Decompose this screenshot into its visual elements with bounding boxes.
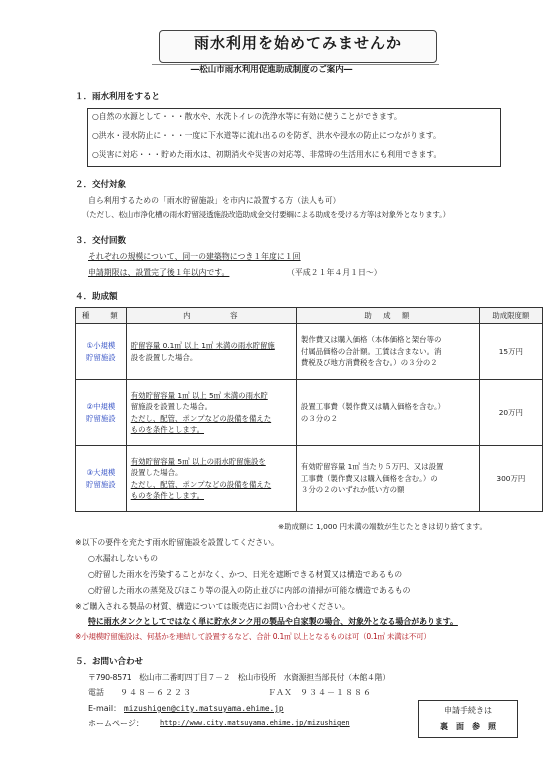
row-category xyxy=(76,380,127,446)
benefits-box xyxy=(87,108,501,167)
page-title: 雨水利用を始めてみませんか xyxy=(193,34,402,52)
row-amount xyxy=(296,324,479,380)
phone-label: 電話 xyxy=(88,688,104,697)
frequency-text: それぞれの規模について、同一の建築物につき１年度に１回 xyxy=(88,252,301,261)
category-line: 貯留施設 xyxy=(86,479,116,489)
conditions-intro: ※以下の要件を充たす雨水貯留施設を設置してください。 xyxy=(75,538,279,547)
material-note: ※ご購入される製品の材質、構造については販売店にお問い合わせください。 xyxy=(75,602,350,611)
section4-heading: ４．助成額 xyxy=(75,292,118,302)
callout-line: 申請手続きは xyxy=(444,706,492,715)
header-content: 内 容 xyxy=(126,308,296,324)
category-line: ②中規模 xyxy=(86,401,116,411)
callout-line: 裏 面 参 照 xyxy=(440,722,496,731)
condition-item: ○貯留した雨水を汚染することがなく、かつ、日光を遮断できる材質又は構造であるもの xyxy=(88,570,403,579)
category-line: 貯留施設 xyxy=(86,413,116,423)
application-callout xyxy=(418,700,518,738)
amount-line: 工事費（製作費又は購入価格を含む。）の xyxy=(300,473,438,483)
section3-heading: ３．交付回数 xyxy=(75,236,127,246)
header-limit: 助成限度額 xyxy=(479,308,542,324)
content-line: ものを条件とします。 xyxy=(130,424,205,434)
header-amount: 助 成 額 xyxy=(296,308,479,324)
condition-item: ○水漏れしないもの xyxy=(88,554,159,563)
address: 〒790-8571 松山市二番町四丁目７－２ 松山市役所 水資源担当部長付（本館４階） xyxy=(88,673,390,682)
small-scale-note: ※小規模貯留施設は、何基かを連結して設置するなど、合計 0.1㎥ 以上となるものは可（0.1㎥ 未満は不可） xyxy=(75,632,431,641)
email-link[interactable]: mizushigen@city.matsuyama.ehime.jp xyxy=(124,704,284,713)
fax-number: ９３４－１８８６ xyxy=(300,688,372,697)
condition-item: ○貯留した雨水の蒸発及びほこり等の混入の防止並びに内部の清掃が可能な構造であるもの xyxy=(88,586,411,595)
table-row xyxy=(76,380,543,446)
amount-line: 設置工事費（製作費又は購入価格を含む。） xyxy=(300,402,446,412)
amount-line: の３分の２ xyxy=(300,413,338,423)
row-content xyxy=(126,380,296,446)
category-line: ①小規模 xyxy=(86,340,116,350)
content-line: ただし、配管、ポンプなどの設備を備えた xyxy=(130,479,272,489)
row-limit: 300万円 xyxy=(479,446,542,512)
row-category xyxy=(76,324,127,380)
table-row xyxy=(76,446,543,512)
web-label: ホームページ： xyxy=(88,719,144,728)
category-line: ③大規模 xyxy=(86,467,116,477)
content-line: 有効貯留容量 1㎥ 以上 5㎥ 未満の雨水貯 xyxy=(130,390,268,400)
phone-number: ９４８－６２２３ xyxy=(120,688,192,697)
amount-line: 有効貯留容量 1㎥ 当たり５万円、又は設置 xyxy=(300,462,444,472)
deadline-date: （平成２１年４月１日～） xyxy=(287,268,382,277)
content-line: 設を設置した場合。 xyxy=(130,352,198,362)
grant-table xyxy=(75,307,543,512)
content-line: 貯留容量 0.1㎥ 以上 1㎥ 未満の雨水貯留施 xyxy=(130,341,275,351)
row-category xyxy=(76,446,127,512)
benefit-item: ○洪水・浸水防止に・・・一度に下水道等に流れ出るのを防ぎ、洪水や浸水の防止につながります。 xyxy=(92,131,441,140)
content-line: 有効貯留容量 5㎥ 以上の雨水貯留施設を xyxy=(130,456,266,466)
fax-label: ＦＡＸ xyxy=(268,688,292,697)
content-line: 留施設を設置した場合。 xyxy=(130,402,212,412)
content-line: ものを条件とします。 xyxy=(130,490,205,500)
row-amount xyxy=(296,380,479,446)
eligibility-note: （ただし、松山市浄化槽の雨水貯留浸透施設改造助成金交付要綱による助成を受ける方等は対象外となります。） xyxy=(82,210,450,219)
web-link[interactable]: http://www.city.matsuyama.ehime.jp/mizushigen xyxy=(160,719,350,727)
row-content xyxy=(126,324,296,380)
amount-line: 製作費又は購入価格（本体価格と架台等の xyxy=(300,335,442,345)
row-content xyxy=(126,446,296,512)
amount-line: 付属品価格の合計額。工賃は含まない。消 xyxy=(300,346,442,356)
section5-heading: ５．お問い合わせ xyxy=(75,657,144,667)
row-limit: 20万円 xyxy=(479,380,542,446)
tank-note: 特に雨水タンクとしてではなく単に貯水タンク用の製品や自家製の場合、対象外となる場合があります。 xyxy=(88,617,458,626)
rounding-note: ※助成額に 1,000 円未満の端数が生じたときは切り捨てます。 xyxy=(278,522,487,531)
deadline-text: 申請期限は、設置完了後１年以内です。 xyxy=(88,268,230,277)
content-line: 設置した場合。 xyxy=(130,468,183,478)
email-label: E-mail： xyxy=(88,704,122,713)
section2-heading: ２．交付対象 xyxy=(75,180,127,190)
table-header-row xyxy=(76,308,543,324)
eligibility-text: 自ら利用するための「雨水貯留施設」を市内に設置する方（法人も可） xyxy=(88,196,341,205)
table-row xyxy=(76,324,543,380)
amount-line: ３分の２のいずれか低い方の額 xyxy=(300,485,405,495)
title-box xyxy=(159,30,437,63)
benefit-item: ○災害に対応・・・貯めた雨水は、初期消火や災害の対応等、非常時の生活用水にも利用できます。 xyxy=(92,150,442,159)
amount-line: 費税及び地方消費税を含む。）の３分の２ xyxy=(300,358,438,368)
row-amount xyxy=(296,446,479,512)
category-line: 貯留施設 xyxy=(86,352,116,362)
benefit-item: ○自然の水源として・・・散水や、水洗トイレの洗浄水等に有効に使うことができます。 xyxy=(92,112,402,121)
content-line: ただし、配管、ポンプなどの設備を備えた xyxy=(130,413,272,423)
header-category: 種 類 xyxy=(76,308,127,324)
page-subtitle: ―松山市雨水利用促進助成制度のご案内― xyxy=(190,65,353,75)
row-limit: 15万円 xyxy=(479,324,542,380)
section1-heading: １．雨水利用をすると xyxy=(75,92,161,102)
